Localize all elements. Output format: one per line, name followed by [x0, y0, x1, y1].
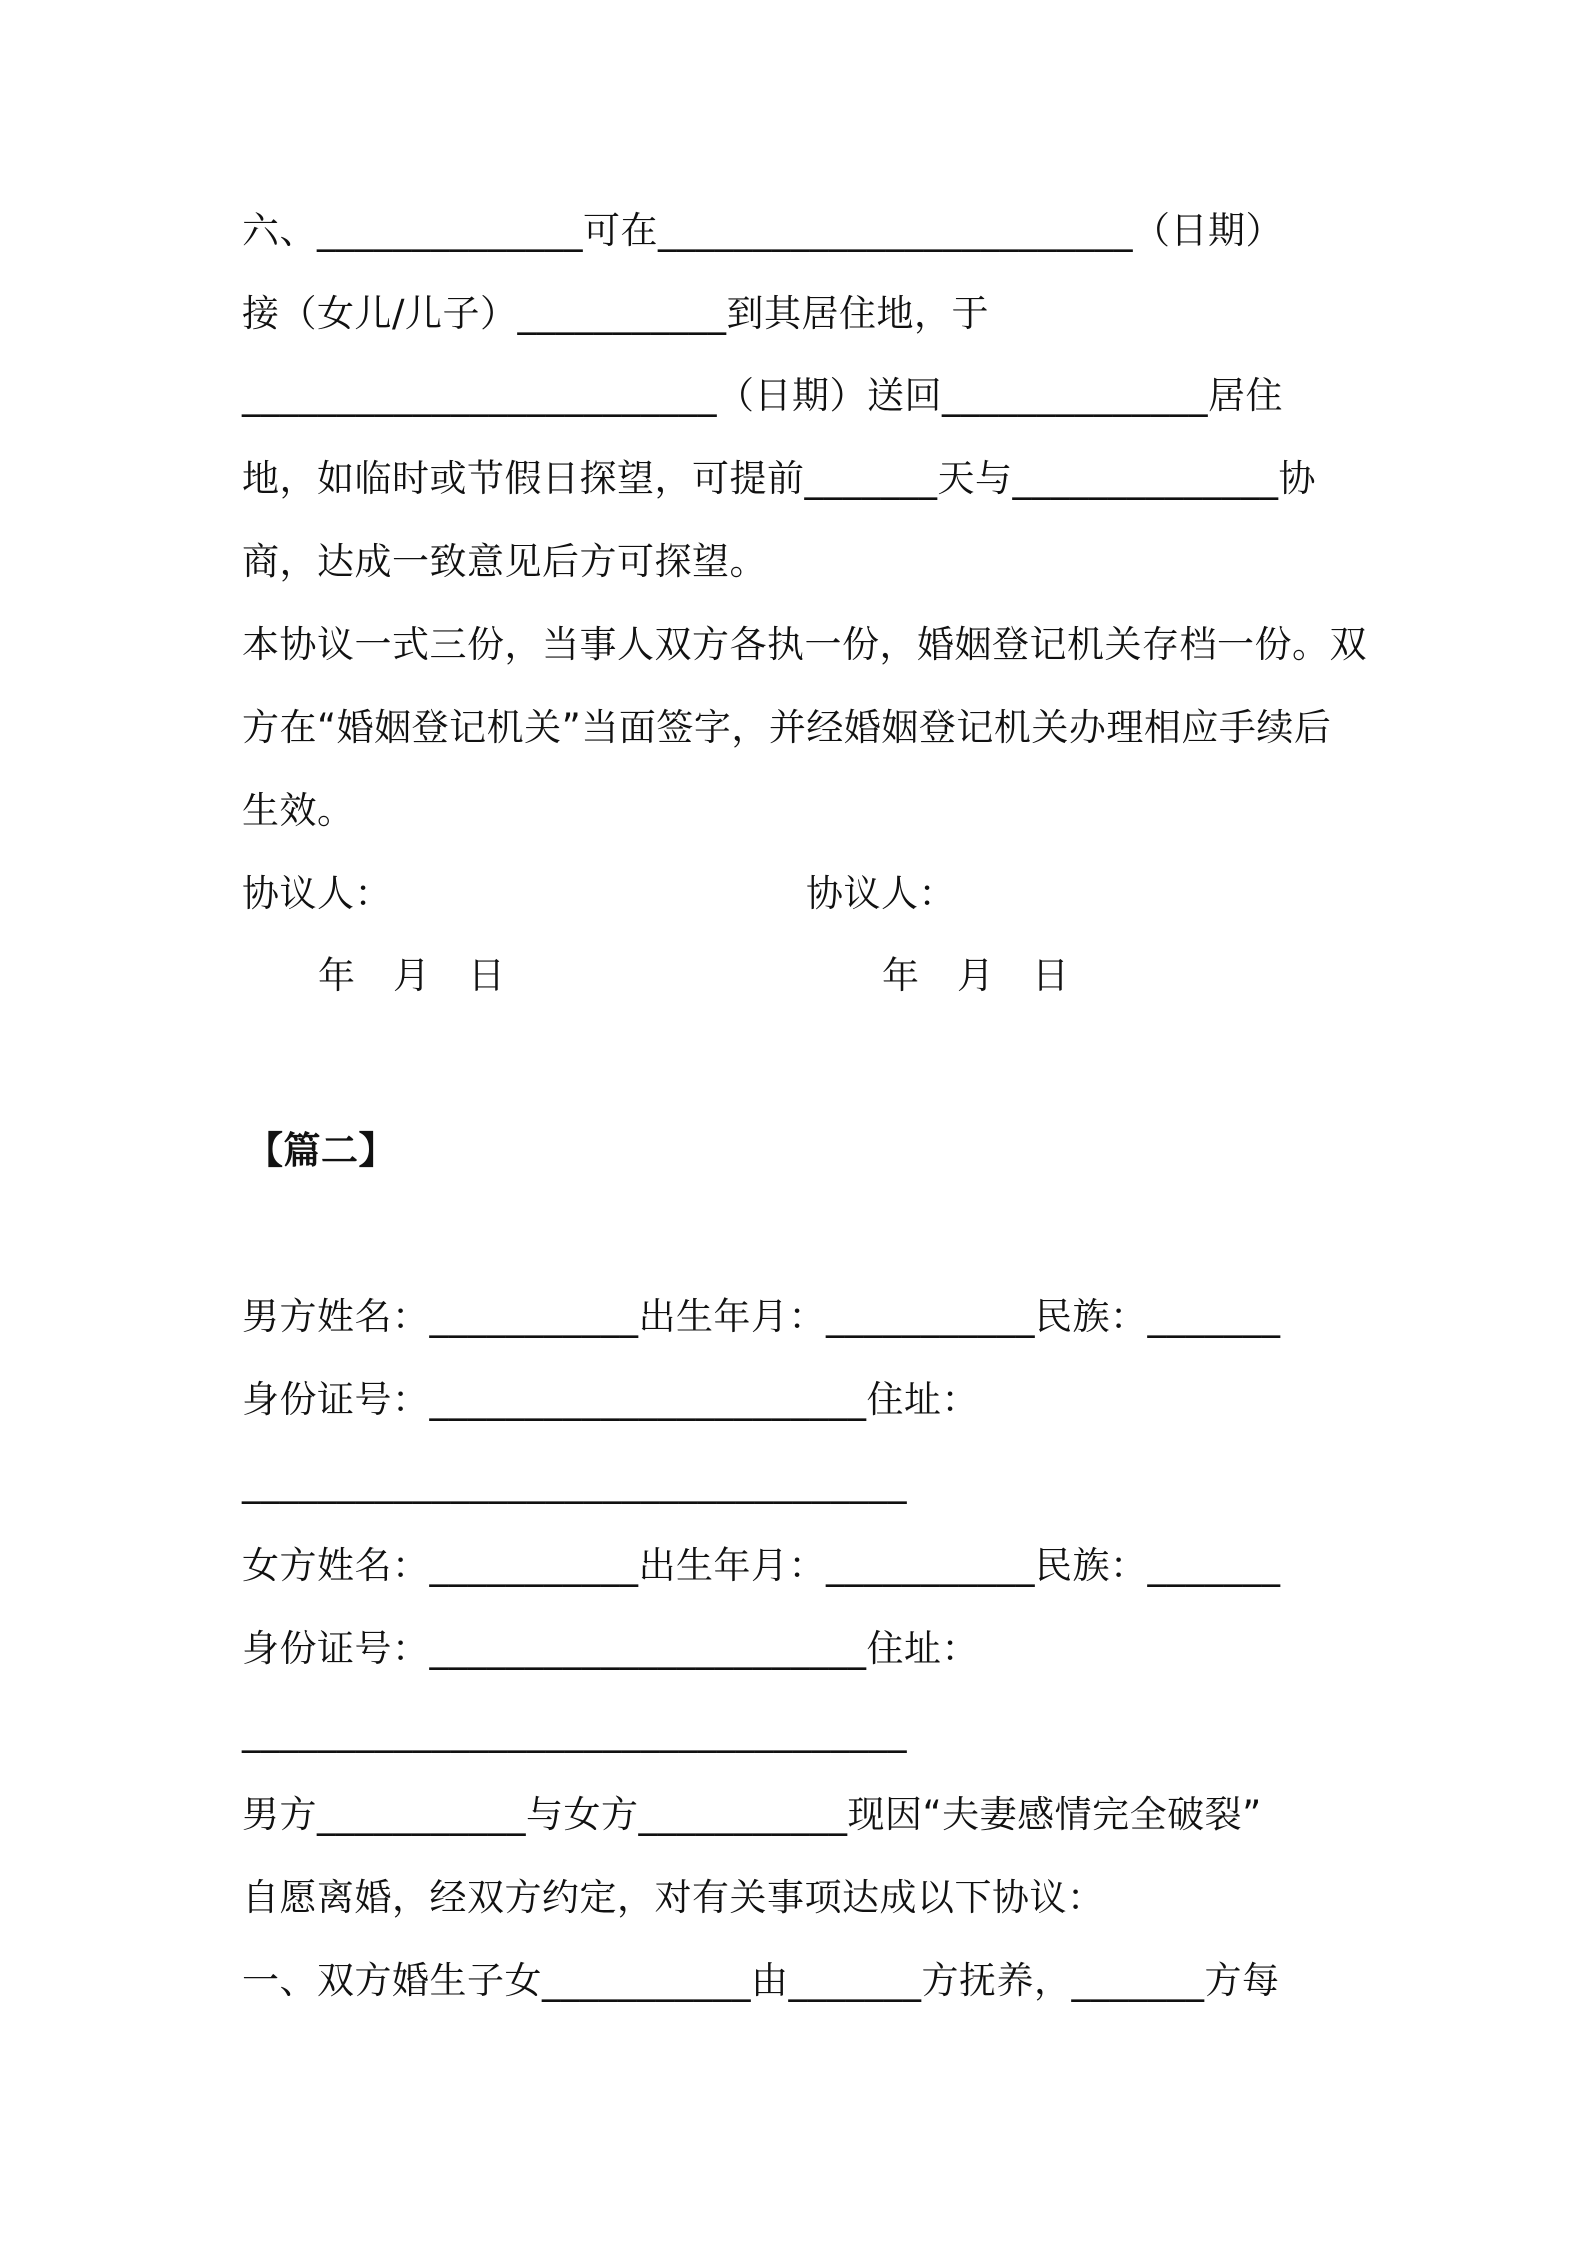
paragraph-line-3: _________________________（日期）送回______________居住 — [242, 374, 1283, 417]
section2-line-1: 男方姓名：___________出生年月：___________民族：_______ — [242, 1295, 1281, 1338]
paragraph-line-7: 方在“婚姻登记机关”当面签字，并经婚姻登记机关办理相应手续后 — [242, 706, 1332, 749]
signature-date-right: 年 月 日 — [882, 954, 1070, 997]
paragraph-line-6: 本协议一式三份，当事人双方各执一份，婚姻登记机关存档一份。双 — [242, 623, 1367, 666]
section2-line-6: ___________________________________ — [242, 1710, 907, 1753]
section2-line-8: 自愿离婚，经双方约定，对有关事项达成以下协议： — [242, 1876, 1105, 1919]
section2-line-4: 女方姓名：___________出生年月：___________民族：_______ — [242, 1544, 1281, 1587]
paragraph-line-2: 接（女儿/儿子）___________到其居住地，于 — [242, 292, 989, 335]
paragraph-line-4: 地，如临时或节假日探望，可提前_______天与______________协 — [242, 457, 1316, 500]
paragraph-line-8: 生效。 — [242, 789, 355, 832]
signature-date-left: 年 月 日 — [318, 954, 506, 997]
signature-label-left: 协议人： — [242, 872, 392, 915]
paragraph-line-5: 商，达成一致意见后方可探望。 — [242, 540, 767, 583]
section2-line-3: ___________________________________ — [242, 1461, 907, 1504]
signature-label-right: 协议人： — [806, 872, 956, 915]
section2-line-7: 男方___________与女方___________现因“夫妻感情完全破裂” — [242, 1793, 1262, 1836]
section2-line-5: 身份证号：_______________________住址： — [242, 1627, 979, 1670]
section2-line-2: 身份证号：_______________________住址： — [242, 1378, 979, 1421]
paragraph-line-1: 六、______________可在_________________________（日期） — [242, 209, 1283, 252]
section-heading: 【篇二】 — [246, 1129, 396, 1172]
section2-line-9: 一、双方婚生子女___________由_______方抚养，_______方每 — [242, 1959, 1280, 2002]
